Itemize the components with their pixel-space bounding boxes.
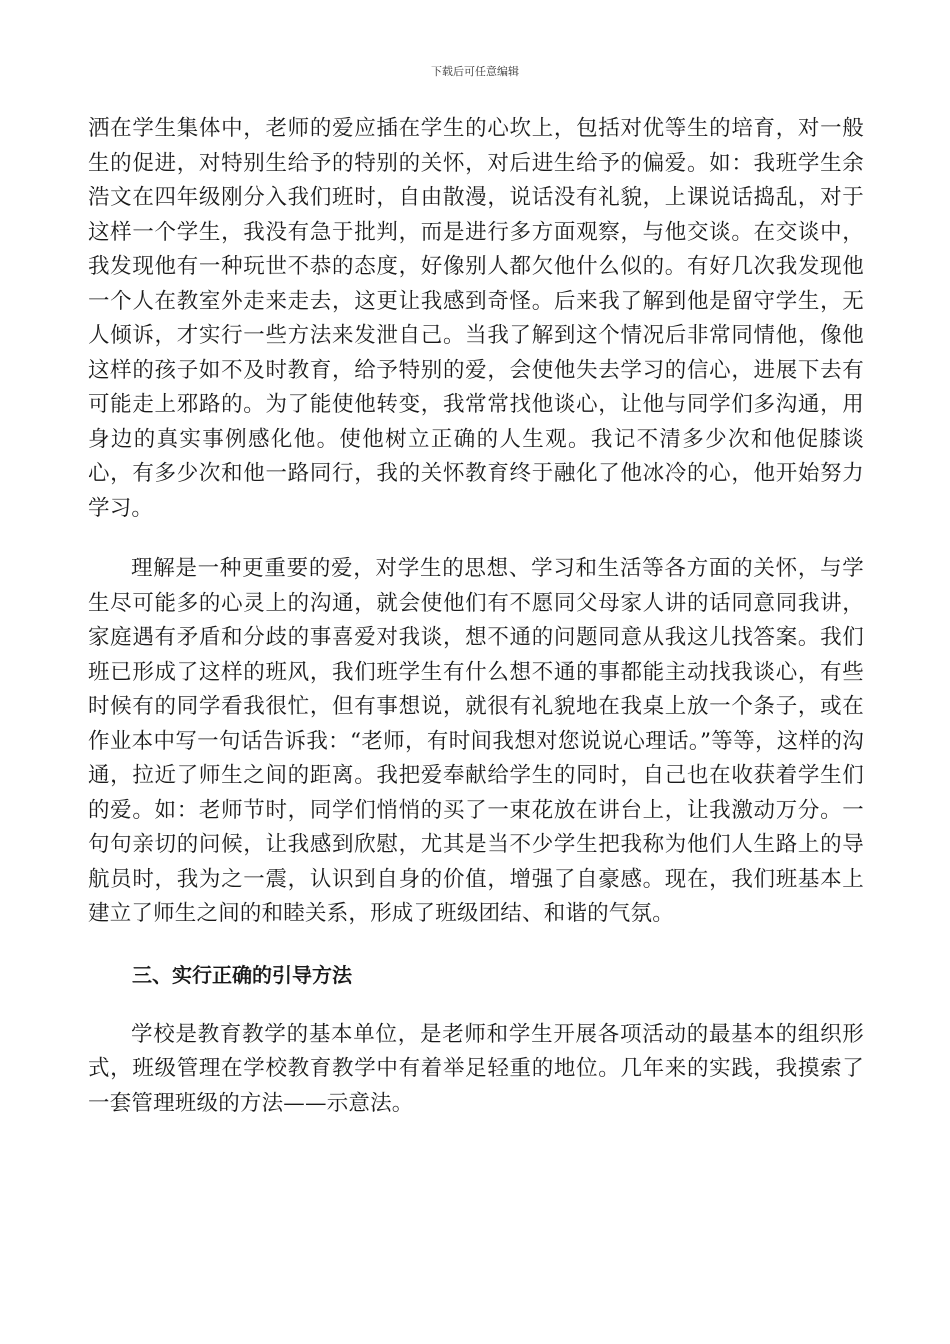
paragraph-understanding: 理解是一种更重要的爱，对学生的思想、学习和生活等各方面的关怀，与学生尽可能多的心灵上的沟通，就会使他们有不愿同父母家人讲的话同意同我讲，家庭遇有矛盾和分歧的事喜爱对我谈，想不通的问题同意从我这儿找答案。我们班已形成了这样的班风，我们班学生有什么想不通的事都能主动找我谈心，有些时候有的同学看我很忙，但有事想说，就很有礼貌地在我桌上放一个条子，或在作业本中写一句话告诉我：“老师，有时间我想对您说说心理话。”等等，这样的沟通，拉近了师生之间的距离。我把爱奉献给学生的同时，自己也在收获着学生们的爱。如：老师节时，同学们悄悄的买了一束花放在讲台上，让我激动万分。一句句亲切的问候，让我感到欣慰，尤其是当不少学生把我称为他们人生路上的导航员时，我为之一震，认识到自身的价值，增强了自豪感。现在，我们班基本上建立了师生之间的和睦关系，形成了班级团结、和谐的气氛。 bbox=[88, 556, 864, 926]
section-heading: 三、实行正确的引导方法 bbox=[132, 962, 352, 987]
paragraph-school: 学校是教育教学的基本单位，是老师和学生开展各项活动的最基本的组织形式，班级管理在学校教育教学中有着举足轻重的地位。几年来的实践，我摸索了一套管理班级的方法——示意法。 bbox=[88, 1021, 864, 1116]
paragraph-spacer bbox=[88, 932, 864, 958]
document-body bbox=[88, 112, 864, 1121]
paragraph-spacer bbox=[88, 526, 864, 552]
paragraph-continuation: 洒在学生集体中，老师的爱应插在学生的心坎上，包括对优等生的培育，对一般生的促进，对特别生给予的特别的关怀，对后进生给予的偏爱。如：我班学生余浩文在四年级刚分入我们班时，自由散漫，说话没有礼貌，上课说话捣乱，对于这样一个学生，我没有急于批判，而是进行多方面观察，与他交谈。在交谈中，我发现他有一种玩世不恭的态度，好像别人都欠他什么似的。有好几次我发现他一个人在教室外走来走去，这更让我感到奇怪。后来我了解到他是留守学生，无人倾诉，才实行一些方法来发泄自己。当我了解到这个情况后非常同情他，像他这样的孩子如不及时教育，给予特别的爱，会使他失去学习的信心，进展下去有可能走上邪路的。为了能使他转变，我常常找他谈心，让他与同学们多沟通，用身边的真实事例感化他。使他树立正确的人生观。我记不清多少次和他促膝谈心，有多少次和他一路同行，我的关怀教育终于融化了他冰冷的心，他开始努力学习。 bbox=[88, 116, 864, 521]
paragraph-spacer bbox=[88, 992, 864, 1018]
page-header: 下载后可任意编辑 bbox=[431, 65, 519, 78]
